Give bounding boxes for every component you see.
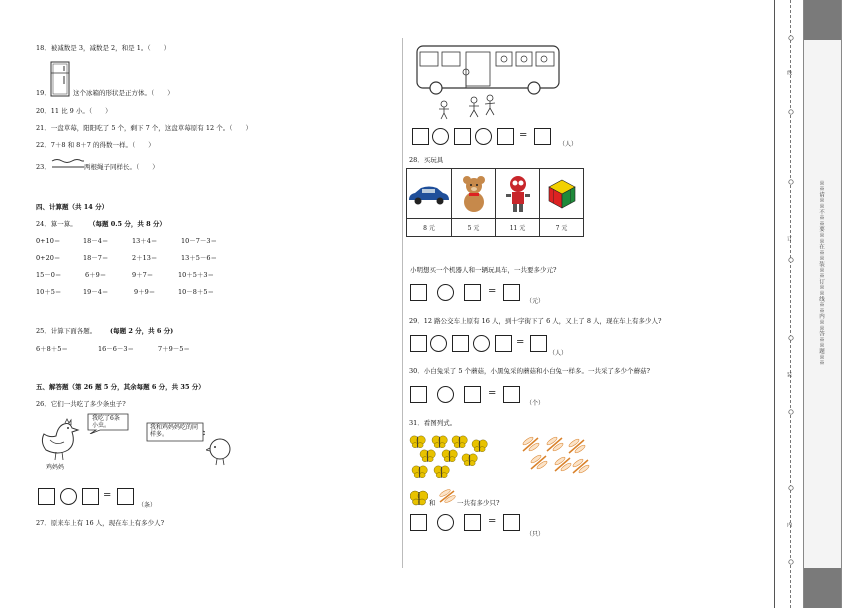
binding-hole <box>789 560 793 564</box>
q29: 29．12 路公交车上原有 16 人，到十字街下了 6 人，又上了 8 人，现在车上有多少人? <box>409 317 662 325</box>
dragonfly-icon <box>568 438 586 454</box>
calc-cell: 9＋9＝ <box>134 288 156 296</box>
equals-sign: = <box>516 337 525 348</box>
q23-text: 两根绳子同样长。（ ） <box>84 163 159 171</box>
operator-circle[interactable] <box>432 128 449 145</box>
calc-cell: 10－8＋5＝ <box>178 288 215 296</box>
equals-sign: = <box>519 130 528 141</box>
teddy-bear-icon <box>459 174 489 214</box>
binding-edge <box>774 0 775 608</box>
q25-score: (每题 2 分，共 6 分) <box>110 327 174 335</box>
q31-question: 一共有多少只? <box>457 499 500 507</box>
q25-number: 25．计算下面各题。 <box>36 327 97 335</box>
margin-label: 装 <box>786 372 792 378</box>
answer-box[interactable] <box>503 386 520 403</box>
binding-hole <box>789 110 793 114</box>
calc-cell: 13＋5－6＝ <box>181 254 218 262</box>
calc-cell: 10－7－3＝ <box>181 237 218 245</box>
dragonfly-group <box>518 433 590 483</box>
q25-item: 7＋9－5＝ <box>158 345 190 353</box>
answer-box[interactable] <box>412 128 429 145</box>
q30: 30．小白兔采了 5 个蘑菇，小黑兔采的蘑菇和小白兔一样多。一共采了多少个蘑菇? <box>409 367 651 375</box>
refrigerator-icon <box>49 60 73 98</box>
q20: 20．11 比 9 小。（ ） <box>36 107 112 115</box>
q28: 28．买玩具 <box>409 156 444 164</box>
answer-box[interactable] <box>410 284 427 301</box>
q19-number: 19． <box>36 89 51 97</box>
butterfly-group <box>408 433 494 483</box>
calc-cell: 10＋5＋3＝ <box>178 271 215 279</box>
operator-circle[interactable] <box>437 284 454 301</box>
answer-box[interactable] <box>503 284 520 301</box>
butterfly-icon <box>410 436 425 448</box>
answer-box[interactable] <box>454 128 471 145</box>
operator-circle[interactable] <box>437 514 454 531</box>
toy-price: 11 元 <box>496 219 540 237</box>
unit-label: （元） <box>526 298 545 305</box>
answer-box[interactable] <box>530 335 547 352</box>
butterfly-icon <box>412 466 427 478</box>
dragonfly-icon <box>522 436 540 452</box>
binding-hole <box>789 410 793 414</box>
butterfly-icon <box>434 466 449 478</box>
butterfly-icon <box>472 440 487 452</box>
answer-box[interactable] <box>464 284 481 301</box>
answer-box[interactable] <box>497 128 514 145</box>
answer-box[interactable] <box>495 335 512 352</box>
unit-label: （人） <box>559 141 578 148</box>
unit-label: （人） <box>549 350 568 357</box>
calc-cell: 0+10＝ <box>36 237 61 245</box>
equals-sign: = <box>488 516 497 527</box>
butterfly-icon <box>462 454 477 466</box>
ropes-icon <box>51 157 85 171</box>
operator-circle[interactable] <box>60 488 77 505</box>
answer-box[interactable] <box>117 488 134 505</box>
calc-cell: 6＋9＝ <box>85 271 107 279</box>
section-5-title: 五、解答题（第 26 题 5 分，其余每题 6 分，共 35 分） <box>36 383 205 391</box>
calc-cell: 19－4＝ <box>83 288 109 296</box>
butterfly-icon <box>420 450 435 462</box>
q18: 18．被减数是 3，减数是 2，和是 1。（ ） <box>36 44 171 52</box>
binding-hole <box>789 258 793 262</box>
q21: 21．一盘草莓，阳阳吃了 5 个，剩下 7 个，这盘草莓原有 12 个。（ ） <box>36 124 252 132</box>
q26: 26．它们一共吃了多少条虫子? <box>36 400 126 408</box>
strip-shade-top <box>804 0 841 40</box>
answer-box[interactable] <box>464 386 481 403</box>
toy-price: 8 元 <box>407 219 452 237</box>
answer-box[interactable] <box>82 488 99 505</box>
butterfly-icon <box>442 450 457 462</box>
binding-hole <box>789 336 793 340</box>
section-4-title: 四、计算题（共 14 分） <box>36 203 109 211</box>
no-answer-warning: ※※请※※不※※要※※在※※装※※订※※线※※内※※答※※题※※ <box>818 180 824 366</box>
bubble-1-text: 我吃了6条小虫。 <box>92 415 120 429</box>
binding-hole <box>789 180 793 184</box>
answer-box[interactable] <box>410 386 427 403</box>
calc-cell: 15－0＝ <box>36 271 62 279</box>
operator-circle[interactable] <box>437 386 454 403</box>
hen-icon <box>36 414 86 462</box>
equals-sign: = <box>103 490 112 501</box>
dragonfly-icon <box>554 456 572 472</box>
q31: 31．看图列式。 <box>409 419 457 427</box>
equals-sign: = <box>488 388 497 399</box>
toy-cell <box>452 169 496 219</box>
dragonfly-icon <box>572 458 590 474</box>
car-icon <box>407 182 451 206</box>
calc-cell: 0+20＝ <box>36 254 61 262</box>
q24-score: （每题 0.5 分，共 8 分） <box>89 220 166 228</box>
unit-label: （只） <box>526 531 545 538</box>
answer-box[interactable] <box>410 335 427 352</box>
butterfly-icon <box>452 436 467 448</box>
dragonfly-icon <box>436 488 458 506</box>
q23-number: 23． <box>36 163 51 171</box>
unit-label: （条） <box>138 502 157 509</box>
q19-text: 这个冰箱的形状是正方体。（ ） <box>73 89 174 97</box>
answer-box[interactable] <box>452 335 469 352</box>
operator-circle[interactable] <box>475 128 492 145</box>
butterfly-icon <box>432 436 447 448</box>
q24-number: 24．算一算。 <box>36 220 77 228</box>
binding-holes <box>788 0 796 608</box>
calc-cell: 9＋7＝ <box>132 271 154 279</box>
toy-cell <box>407 169 452 219</box>
operator-circle[interactable] <box>430 335 447 352</box>
q27: 27．原来车上有 16 人，现在车上有多少人? <box>36 519 165 527</box>
q25-item: 6＋8＋5＝ <box>36 345 68 353</box>
dragonfly-icon <box>546 436 564 452</box>
bus-icon <box>414 42 562 122</box>
toy-price: 7 元 <box>540 219 584 237</box>
q31-and: 和 <box>429 499 436 507</box>
calc-cell: 2＋13＝ <box>132 254 158 262</box>
column-divider <box>402 38 403 568</box>
calc-cell: 10＋5＝ <box>36 288 62 296</box>
unit-label: （个） <box>526 400 545 407</box>
q28-question: 小明想买一个机器人和一辆玩具车，一共要多少元? <box>410 266 557 274</box>
margin-label: 线 <box>786 70 792 76</box>
binding-hole <box>789 36 793 40</box>
rubiks-cube-icon <box>547 178 577 210</box>
toy-cell <box>496 169 540 219</box>
calc-cell: 18－4＝ <box>83 237 109 245</box>
equals-sign: = <box>488 286 497 297</box>
margin-label: 内 <box>786 522 792 528</box>
bubble-2-text: 我和鸡妈妈吃的同样多。 <box>150 424 199 439</box>
calc-cell: 13＋4＝ <box>132 237 158 245</box>
toy-price: 5 元 <box>452 219 496 237</box>
hen-label: 鸡妈妈 <box>46 464 65 471</box>
answer-box[interactable] <box>38 488 55 505</box>
answer-box[interactable] <box>410 514 427 531</box>
answer-box[interactable] <box>503 514 520 531</box>
binding-hole <box>789 486 793 490</box>
toy-cell <box>540 169 584 219</box>
operator-circle[interactable] <box>473 335 490 352</box>
calc-cell: 18－7＝ <box>83 254 109 262</box>
butterfly-icon <box>410 490 428 506</box>
q22: 22．7＋8 和 8＋7 的得数一样。（ ） <box>36 141 155 149</box>
answer-box[interactable] <box>464 514 481 531</box>
margin-label: 订 <box>786 236 792 242</box>
toy-price-table <box>406 168 584 237</box>
chick-icon <box>206 436 234 466</box>
q25-item: 16－6－3＝ <box>98 345 135 353</box>
dragonfly-icon <box>530 454 548 470</box>
strip-shade-bottom <box>804 568 841 608</box>
robot-icon <box>503 174 533 214</box>
answer-box[interactable] <box>534 128 551 145</box>
